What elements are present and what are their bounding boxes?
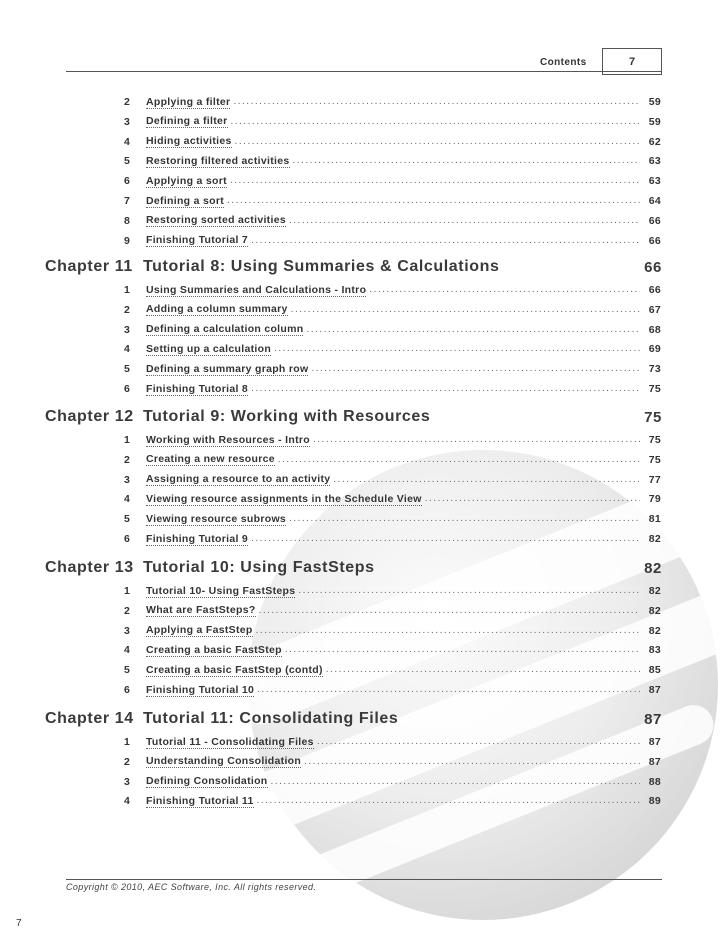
toc-entry-page: 63 — [648, 175, 661, 188]
dot-leader — [326, 665, 640, 675]
toc-entry-number: 5 — [124, 513, 131, 526]
toc-entry-number: 4 — [124, 343, 131, 356]
toc-entry-page: 63 — [648, 155, 661, 168]
chapter-label: Chapter 11 — [45, 258, 133, 275]
toc-entry-title[interactable]: Creating a basic FastStep (contd) — [146, 663, 323, 676]
dot-leader — [257, 796, 640, 806]
dot-leader — [285, 645, 640, 655]
toc-entry-title[interactable]: Finishing Tutorial 9 — [146, 532, 249, 545]
toc-entry-page: 67 — [648, 303, 661, 316]
toc-entry[interactable] — [124, 470, 661, 490]
dot-leader — [230, 176, 640, 186]
dot-leader — [251, 534, 640, 544]
toc-entry-page: 82 — [648, 604, 661, 617]
toc-entry-title[interactable]: Defining Consolidation — [146, 775, 268, 788]
dot-leader — [251, 236, 640, 246]
toc-entry-number: 6 — [124, 175, 131, 188]
toc-entry-title[interactable]: Defining a calculation column — [146, 323, 304, 336]
toc-entry[interactable] — [124, 320, 661, 340]
toc-entry[interactable] — [124, 680, 661, 700]
toc-entry[interactable] — [124, 529, 661, 549]
toc-entry-page: 75 — [648, 383, 661, 395]
chapter-page: 82 — [644, 559, 662, 577]
toc-entry-number: 1 — [124, 284, 131, 296]
toc-entry[interactable] — [124, 640, 661, 660]
toc-entry-title[interactable]: Finishing Tutorial 7 — [146, 234, 249, 247]
toc-entry-title[interactable]: Restoring sorted activities — [146, 214, 286, 227]
toc-entry-page: 77 — [648, 473, 661, 486]
chapter-label: Chapter 13 — [45, 559, 134, 576]
toc-entry[interactable] — [124, 772, 661, 792]
toc-entry-title[interactable]: Tutorial 11 - Consolidating Files — [146, 735, 314, 748]
toc-entry-page: 66 — [648, 214, 661, 227]
chapter-title[interactable]: Tutorial 10: Using FastSteps — [143, 559, 375, 576]
toc-entry-page: 59 — [648, 96, 661, 108]
dot-leader — [289, 216, 640, 226]
toc-entry-number: 4 — [124, 644, 131, 657]
dot-leader — [311, 364, 640, 374]
toc-entry-title[interactable]: Using Summaries and Calculations - Intro — [146, 283, 367, 296]
toc-entry-number: 3 — [124, 624, 131, 637]
chapter-title[interactable]: Tutorial 9: Working with Resources — [143, 408, 431, 425]
toc-entry[interactable] — [124, 660, 661, 680]
chapter-label: Chapter 12 — [45, 408, 134, 425]
toc-entry-page: 79 — [648, 493, 661, 506]
toc-entry-page: 64 — [648, 195, 661, 207]
toc-entry-page: 75 — [648, 434, 661, 446]
toc-entry-title[interactable]: Understanding Consolidation — [146, 755, 302, 768]
toc-entry-page: 59 — [648, 115, 661, 128]
toc-entry[interactable] — [124, 280, 661, 300]
dot-leader — [369, 285, 640, 295]
toc-entry-number: 2 — [124, 96, 131, 108]
toc-entry-number: 7 — [124, 195, 131, 207]
dot-leader — [313, 435, 640, 445]
toc-entry[interactable] — [124, 601, 661, 621]
toc-entry-title[interactable]: Finishing Tutorial 11 — [146, 794, 254, 807]
dot-leader — [235, 137, 640, 147]
toc-entry[interactable] — [124, 92, 661, 112]
toc-entry[interactable] — [124, 339, 661, 359]
dot-leader — [304, 757, 640, 767]
toc-entry[interactable] — [124, 450, 661, 470]
toc-entry-title[interactable]: Finishing Tutorial 8 — [146, 382, 249, 395]
toc-entry-number: 3 — [124, 323, 131, 336]
toc-entry-number: 1 — [124, 434, 131, 446]
toc-entry[interactable] — [124, 300, 661, 320]
toc-entry[interactable] — [124, 359, 661, 379]
dot-leader — [233, 97, 640, 107]
toc-entry-title[interactable]: Defining a summary graph row — [146, 362, 309, 375]
dot-leader — [274, 344, 640, 354]
dot-leader — [425, 494, 640, 504]
copyright-notice: Copyright © 2010, AEC Software, Inc. All rights reserved. — [66, 882, 317, 892]
toc-entry-number: 2 — [124, 453, 131, 466]
dot-leader — [278, 455, 640, 465]
dot-leader — [317, 737, 640, 747]
toc-entry[interactable] — [124, 112, 661, 132]
toc-entry-page: 88 — [648, 775, 661, 788]
toc-entry-title[interactable]: Setting up a calculation — [146, 342, 272, 355]
dot-leader — [271, 777, 640, 787]
footer-rule — [66, 879, 662, 880]
toc-entry-title[interactable]: Tutorial 10- Using FastSteps — [146, 584, 296, 597]
toc-entry-number: 6 — [124, 383, 131, 395]
toc-entry[interactable] — [124, 231, 661, 251]
toc-entry-page: 87 — [648, 684, 661, 696]
header-rule — [66, 71, 662, 72]
dot-leader — [256, 626, 640, 636]
dot-leader — [251, 384, 640, 394]
chapter-title[interactable]: Tutorial 11: Consolidating Files — [143, 710, 399, 727]
toc-entry-number: 2 — [124, 604, 131, 617]
folio-page-number: 7 — [16, 918, 22, 929]
toc-entry-page: 75 — [648, 453, 661, 466]
toc-entry-page: 83 — [648, 644, 661, 657]
toc-entry-page: 81 — [648, 513, 661, 526]
toc-entry-title[interactable]: Hiding activities — [146, 135, 232, 148]
toc-entry-page: 66 — [648, 284, 661, 296]
toc-entry-title[interactable]: Creating a basic FastStep — [146, 643, 282, 656]
chapter-page: 75 — [644, 408, 662, 426]
toc-entry-title[interactable]: Applying a FastStep — [146, 624, 253, 637]
toc-entry-page: 73 — [648, 363, 661, 376]
toc-entry-title[interactable]: What are FastSteps? — [146, 604, 256, 617]
header-page-number-text: 7 — [628, 55, 636, 68]
dot-leader — [289, 514, 640, 524]
toc-entry-number: 1 — [124, 736, 131, 748]
toc-entry-title[interactable]: Restoring filtered activities — [146, 154, 290, 167]
toc-entry-title[interactable]: Applying a filter — [146, 95, 231, 108]
chapter-heading[interactable] — [45, 556, 662, 580]
toc-entry[interactable] — [124, 132, 661, 152]
toc-entry-number: 5 — [124, 363, 131, 376]
dot-leader — [259, 606, 640, 616]
toc-entry[interactable] — [124, 489, 661, 509]
toc-entry[interactable] — [124, 211, 661, 231]
toc-entry-page: 87 — [648, 755, 661, 768]
toc-entry-title[interactable]: Assigning a resource to an activity — [146, 473, 331, 486]
toc-entry-page: 82 — [648, 624, 661, 637]
toc-entry-title[interactable]: Applying a sort — [146, 174, 227, 187]
chapter-heading[interactable] — [45, 405, 662, 429]
toc-entry[interactable] — [124, 732, 661, 752]
toc-entry-number: 2 — [124, 755, 131, 768]
dot-leader — [227, 196, 640, 206]
toc-entry[interactable] — [124, 151, 661, 171]
dot-leader — [333, 475, 640, 485]
toc-entry-number: 5 — [124, 155, 131, 168]
toc-entry-page: 89 — [648, 795, 661, 808]
dot-leader — [231, 117, 640, 127]
toc-entry[interactable] — [124, 752, 661, 772]
dot-leader — [298, 586, 640, 596]
toc-entry-number: 3 — [124, 775, 131, 788]
toc-entry-page: 68 — [648, 323, 661, 336]
toc-entry-title[interactable]: Working with Resources - Intro — [146, 433, 310, 446]
toc-entry-page: 82 — [648, 585, 661, 597]
page-header — [0, 0, 728, 80]
toc-entry-number: 9 — [124, 234, 131, 247]
toc-entry-page: 62 — [648, 135, 661, 148]
toc-entry-page: 66 — [648, 234, 661, 247]
toc-entry[interactable] — [124, 791, 661, 811]
chapter-title[interactable]: Tutorial 8: Using Summaries & Calculations — [143, 258, 500, 275]
toc-entry-number: 4 — [124, 493, 131, 506]
toc-entry-number: 3 — [124, 115, 131, 128]
toc-entry-number: 6 — [124, 684, 131, 696]
toc-entry-page: 85 — [648, 664, 661, 677]
chapter-label: Chapter 14 — [45, 710, 134, 727]
toc-entry-number: 1 — [124, 585, 131, 597]
section-label: Contents — [540, 57, 587, 68]
toc-entry-page: 82 — [648, 533, 661, 545]
toc-entry-page: 87 — [648, 736, 661, 748]
toc-entry-title[interactable]: Defining a sort — [146, 194, 225, 207]
toc-entry-title[interactable]: Creating a new resource — [146, 453, 275, 466]
toc-entry-number: 6 — [124, 533, 131, 545]
toc-entry[interactable] — [124, 621, 661, 641]
toc-entry-number: 8 — [124, 214, 131, 227]
toc-entry[interactable] — [124, 581, 661, 601]
toc-entry-number: 2 — [124, 303, 131, 316]
toc-entry-number: 4 — [124, 795, 131, 808]
toc-entry-number: 4 — [124, 135, 131, 148]
toc-entry-title[interactable]: Adding a column summary — [146, 303, 288, 316]
toc-entry-page: 69 — [648, 343, 661, 356]
toc-entry[interactable] — [124, 430, 661, 450]
toc-entry[interactable] — [124, 379, 661, 399]
chapter-page: 87 — [644, 710, 662, 728]
toc-entry-title[interactable]: Defining a filter — [146, 115, 228, 128]
dot-leader — [257, 685, 640, 695]
dot-leader — [293, 156, 641, 166]
chapter-heading[interactable] — [45, 255, 662, 279]
chapter-page: 66 — [644, 258, 662, 276]
toc-entry-title[interactable]: Viewing resource assignments in the Schedule View — [146, 492, 422, 505]
toc-entry[interactable] — [124, 191, 661, 211]
toc-entry[interactable] — [124, 171, 661, 191]
toc-entry-number: 5 — [124, 664, 131, 677]
toc-entry-title[interactable]: Finishing Tutorial 10 — [146, 683, 255, 696]
toc-entry-title[interactable]: Viewing resource subrows — [146, 512, 287, 525]
dot-leader — [306, 325, 640, 335]
dot-leader — [291, 305, 640, 315]
toc-entry-number: 3 — [124, 473, 131, 486]
toc-entry[interactable] — [124, 509, 661, 529]
chapter-heading[interactable] — [45, 707, 662, 731]
